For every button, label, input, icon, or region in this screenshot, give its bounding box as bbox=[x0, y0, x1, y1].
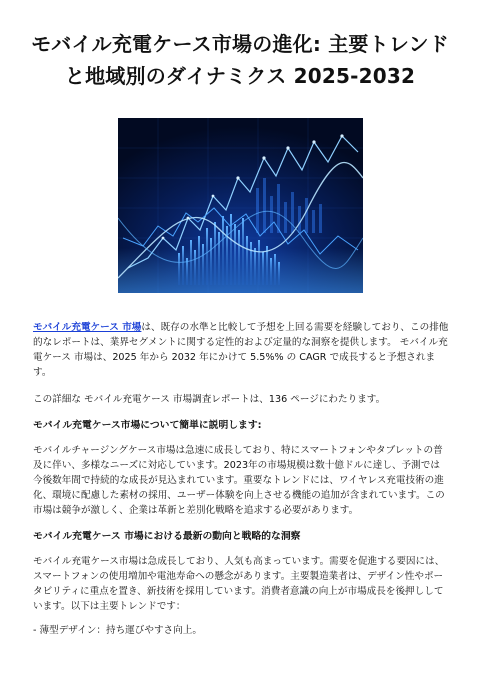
section2-heading: モバイル充電ケース 市場における最新の動向と戦略的な洞察 bbox=[33, 531, 301, 542]
intro-paragraph bbox=[33, 320, 449, 380]
section1-heading: モバイル充電ケース市場について簡単に説明します: bbox=[33, 420, 262, 431]
article-body bbox=[33, 320, 449, 650]
pages-note: この詳細な モバイル充電ケース 市場調査レポートは、136 ページにわたります。 bbox=[33, 394, 386, 405]
section1-body: モバイルチャージングケース市場は急速に成長しており、特にスマートフォンやタブレットの普及に伴い、多様なニーズに対応しています。2023年の市場規模は数十億ドルに達し、予測では今後数年間で持続的な成長が見込まれています。重要なトレンドには、ワイヤレス充電技術の進化、環境に配慮した素材の採用、ユーザー体験を向上させる機能の追加が含まれています。この市場は競争が激しく、企業は革新と差別化戦略を追求する必要があります。 bbox=[33, 445, 445, 516]
page-title bbox=[30, 28, 450, 92]
section2-body: モバイル充電ケース市場は急成長しており、人気も高まっています。需要を促進する要因には、スマートフォンの使用増加や電池寿命への懸念があります。主要製造業者は、デザイン性やポータビリティに重点を置き、新技術を採用しています。消費者意識の向上が市場成長を後押ししています。以下は主要トレンドです： bbox=[33, 556, 445, 612]
trend-bullet: - 薄型デザイン：持ち運びやすさ向上。 bbox=[33, 625, 202, 636]
hero-image bbox=[118, 118, 363, 293]
title-line-2: と地域別のダイナミクス 2025-2032 bbox=[64, 64, 416, 88]
intro-text: は、既存の水準と比較して予想を上回る需要を経験しており、この排他的なレポートは、業界セグメントに関する定性的および定量的な洞察を提供します。 モバイル充電ケース 市場は、2025 年から 2032 年にかけて 5.5%% の CAGR で成長すると予想されます。 bbox=[33, 322, 449, 378]
market-link[interactable]: モバイル充電ケース 市場 bbox=[33, 322, 142, 333]
title-line-1: モバイル充電ケース市場の進化: 主要トレンド bbox=[31, 32, 449, 56]
financial-chart-illustration bbox=[118, 118, 363, 293]
